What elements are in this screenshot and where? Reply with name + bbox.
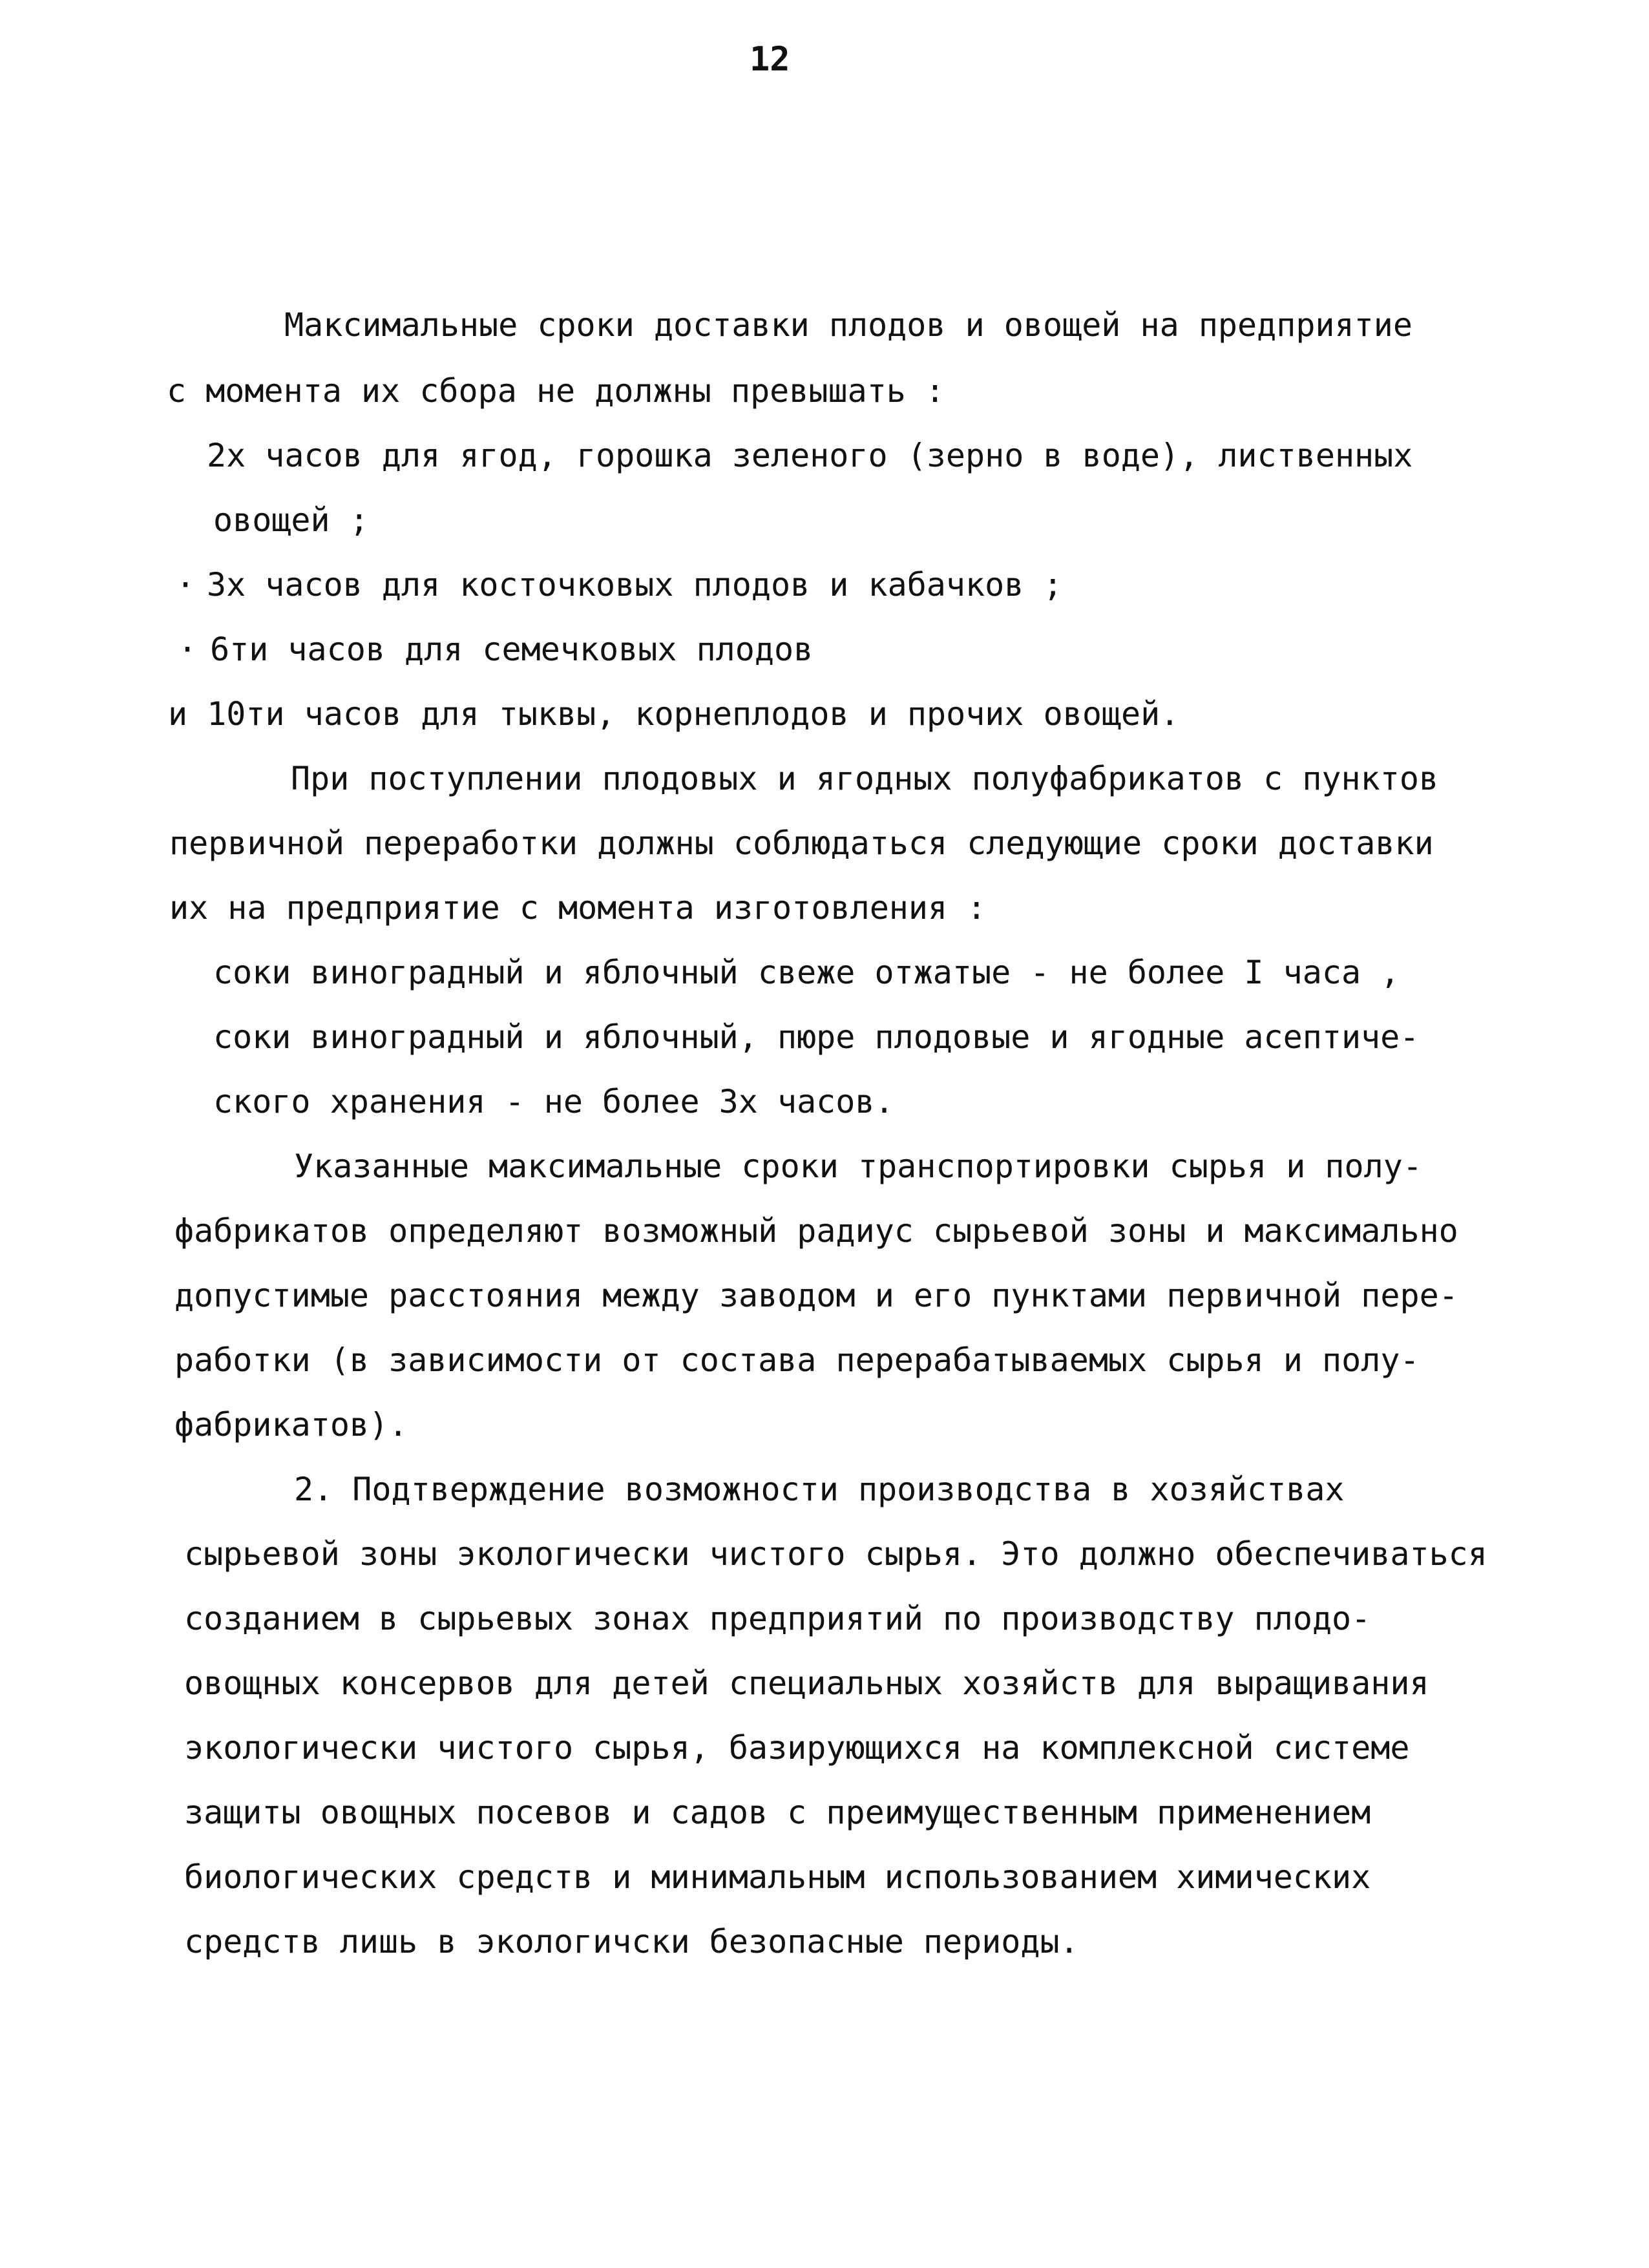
- bullet-mark: ·: [178, 631, 198, 668]
- text-line: и 10ти часов для тыквы, корнеплодов и прочих овощей.: [168, 695, 1180, 733]
- text-line: овощных консервов для детей специальных хозяйств для выращивания: [184, 1664, 1429, 1702]
- text-line: При поступлении плодовых и ягодных полуфабрикатов с пунктов: [291, 760, 1439, 797]
- text-line: фабрикатов).: [174, 1406, 408, 1444]
- text-line: защиты овощных посевов и садов с преимущественным применением: [184, 1794, 1371, 1831]
- text-line: ского хранения - не более 3х часов.: [213, 1083, 894, 1120]
- text-line: средств лишь в экологичски безопасные периоды.: [184, 1923, 1079, 1960]
- text-line: соки виноградный и яблочный свеже отжатые - не более I часа ,: [213, 954, 1400, 991]
- text-line: 6ти часов для семечковых плодов: [210, 631, 814, 668]
- text-line: Указанные максимальные сроки транспортировки сырья и полу-: [294, 1148, 1422, 1185]
- text-line: первичной переработки должны соблюдаться следующие сроки доставки: [169, 824, 1434, 862]
- text-line: фабрикатов определяют возможный радиус сырьевой зоны и максимально: [174, 1212, 1458, 1250]
- page-number: 12: [750, 40, 790, 79]
- text-line: созданием в сырьевых зонах предприятий по производству плодо-: [184, 1600, 1371, 1637]
- bullet-mark: ·: [176, 566, 196, 604]
- text-line: экологически чистого сырья, базирующихся на комплексной системе: [184, 1729, 1410, 1767]
- text-line: Максимальные сроки доставки плодов и овощей на предприятие: [284, 306, 1413, 344]
- text-line: биологических средств и минимальным использованием химических: [184, 1858, 1371, 1896]
- text-line: с момента их сбора не должны превышать :: [167, 372, 945, 410]
- text-line: 3х часов для косточковых плодов и кабачков ;: [207, 566, 1063, 604]
- text-line: 2х часов для ягод, горошка зеленого (зерно в воде), лиственных: [207, 437, 1413, 474]
- text-line: допустимые расстояния между заводом и его пунктами первичной пере-: [174, 1277, 1458, 1314]
- text-line: соки виноградный и яблочный, пюре плодовые и ягодные асептиче-: [213, 1018, 1420, 1056]
- text-line: их на предприятие с момента изготовления :: [169, 889, 987, 927]
- text-line: овощей ;: [213, 501, 369, 539]
- text-line: 2. Подтверждение возможности производства в хозяйствах: [294, 1471, 1345, 1508]
- text-line: работки (в зависимости от состава перерабатываемых сырья и полу-: [174, 1341, 1420, 1379]
- text-line: сырьевой зоны экологически чистого сырья. Это должно обеспечиваться: [184, 1535, 1487, 1573]
